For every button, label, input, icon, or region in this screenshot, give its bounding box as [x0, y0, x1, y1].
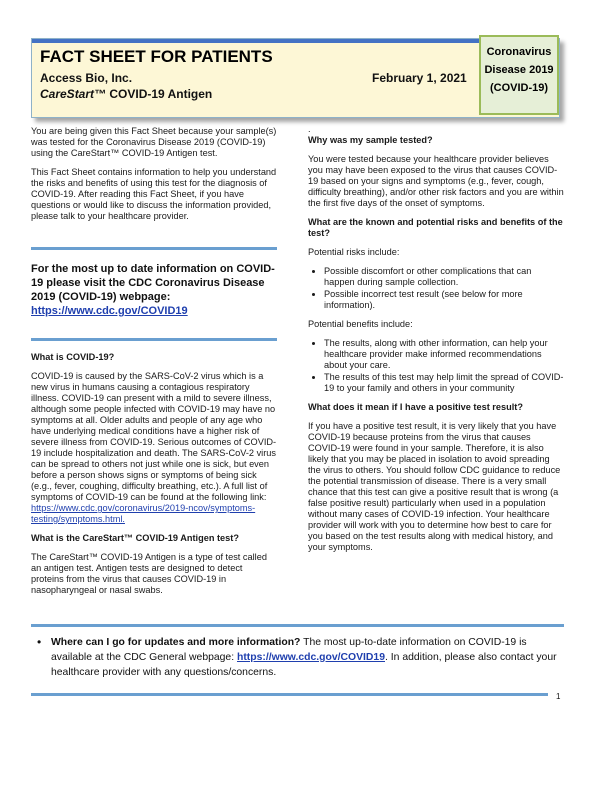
benefits-list	[308, 338, 564, 394]
intro-paragraph-1: You are being given this Fact Sheet because your sample(s) was tested for the Coronavirus Disease 2019 (COVID-19) using the CareStart™ COVID-19 Antigen test.	[31, 126, 277, 158]
why-tested-body: You were tested because your healthcare provider believes you may have been exposed to the virus that causes COVID-19 based on your signs and symptoms (e.g., fever, cough, difficulty breathing), and/or other risk factors and you are within the first five days of the onset of symptoms.	[308, 154, 564, 208]
left-intro	[31, 126, 277, 230]
divider	[31, 338, 277, 341]
stray-dot: .	[308, 124, 311, 134]
antigen-test-body: The CareStart™ COVID-19 Antigen is a type of test called an antigen test. Antigen tests are designed to detect proteins from the virus that causes COVID-19 in nasopharyngeal or nasal swabs.	[31, 552, 267, 595]
symptoms-link[interactable]: https://www.cdc.gov/coronavirus/2019-ncov/symptoms-testing/symptoms.html.	[31, 503, 256, 524]
page-title: FACT SHEET FOR PATIENTS	[40, 47, 273, 66]
divider	[31, 624, 564, 627]
section-heading: What are the known and potential risks and benefits of the test?	[308, 217, 563, 238]
intro-paragraph-2: This Fact Sheet contains information to help you understand the risks and benefits of using this test for the diagnosis of COVID-19. After reading this Fact Sheet, if you have questions or would like to discuss the information provided, please talk to your healthcare provider.	[31, 167, 277, 221]
list-item: • Possible incorrect test result (see below for more information).	[324, 289, 564, 311]
footer-question: Where can I go for updates and more information?	[51, 637, 301, 648]
footer-note: • Where can I go for updates and more information? The most up-to-date information on COVID-19 is available at the CDC General webpage: https://www.cdc.gov/COVID19. In addition, please also contact your healthcare provider with any questions/concerns.	[37, 635, 557, 678]
divider	[31, 693, 548, 696]
header-box	[31, 38, 560, 118]
section-heading: Why was my sample tested?	[308, 135, 433, 145]
company-name: Access Bio, Inc.	[40, 71, 133, 85]
risks-intro: Potential risks include:	[308, 247, 400, 257]
document-date: February 1, 2021	[372, 71, 467, 85]
cdc-callout: For the most up to date information on COVID-19 please visit the CDC Coronavirus Disease 2019 (COVID-19) webpage: https://www.cdc.gov/COVID19	[31, 263, 275, 317]
right-column	[308, 124, 564, 561]
section-heading: What does it mean if I have a positive test result?	[308, 402, 523, 412]
cdc-general-link[interactable]: https://www.cdc.gov/COVID19	[237, 652, 385, 663]
list-item: • The results, along with other information, can help your healthcare provider make informed recommendations about your care.	[324, 338, 564, 371]
positive-result-body: If you have a positive test result, it is very likely that you have COVID-19 because proteins from the virus that causes COVID-19 were found in your sample. Therefore, it is also likely that you may be placed in isolation to avoid spreading the virus to others. You should follow CDC guidance to reduce the potential transmission of disease. There is a very small chance that this test can give a positive result that is wrong (a false positive result) particularly when used in a population without many cases of COVID-19 infection. Your healthcare provider will work with you to determine how best to care for you based on the test results along with medical history, and your symptoms.	[308, 421, 561, 552]
benefits-intro: Potential benefits include:	[308, 319, 413, 329]
left-sections	[31, 352, 277, 604]
page-number: 1	[556, 692, 561, 701]
list-item: • Possible discomfort or other complications that can happen during sample collection.	[324, 266, 564, 288]
what-is-covid-body: COVID-19 is caused by the SARS-CoV-2 virus which is a new virus in humans causing a contagious respiratory illness. COVID-19 can present with a mild to severe illness, although some people infected with COVID-19 may have no symptoms at all. Older adults and people of any age who have underlying medical conditions have a higher risk of severe illness from COVID-19. Serious outcomes of COVID-19 include hospitalization and death. The SARS-CoV-2 virus can be spread to others not just while one is sick, but even before a person shows signs or symptoms of being sick (e.g., fever, coughing, difficulty breathing, etc.). A full list of symptoms of COVID-19 can be found at the following link: https://www.cdc.gov/coronavirus/2019-ncov/symptoms-testing/symptoms.html.	[31, 371, 277, 524]
covid-label-box: Coronavirus Disease 2019 (COVID-19)	[479, 35, 559, 115]
section-heading: What is the CareStart™ COVID-19 Antigen test?	[31, 533, 239, 543]
product-name: CareStart™ COVID-19 Antigen	[40, 87, 213, 101]
cdc-link[interactable]: https://www.cdc.gov/COVID19	[31, 305, 188, 317]
divider	[31, 247, 277, 250]
risks-list	[308, 266, 564, 311]
list-item: • The results of this test may help limit the spread of COVID-19 to your family and others in your community	[324, 372, 564, 394]
bullet-icon: •	[37, 635, 42, 649]
section-heading: What is COVID-19?	[31, 352, 115, 362]
